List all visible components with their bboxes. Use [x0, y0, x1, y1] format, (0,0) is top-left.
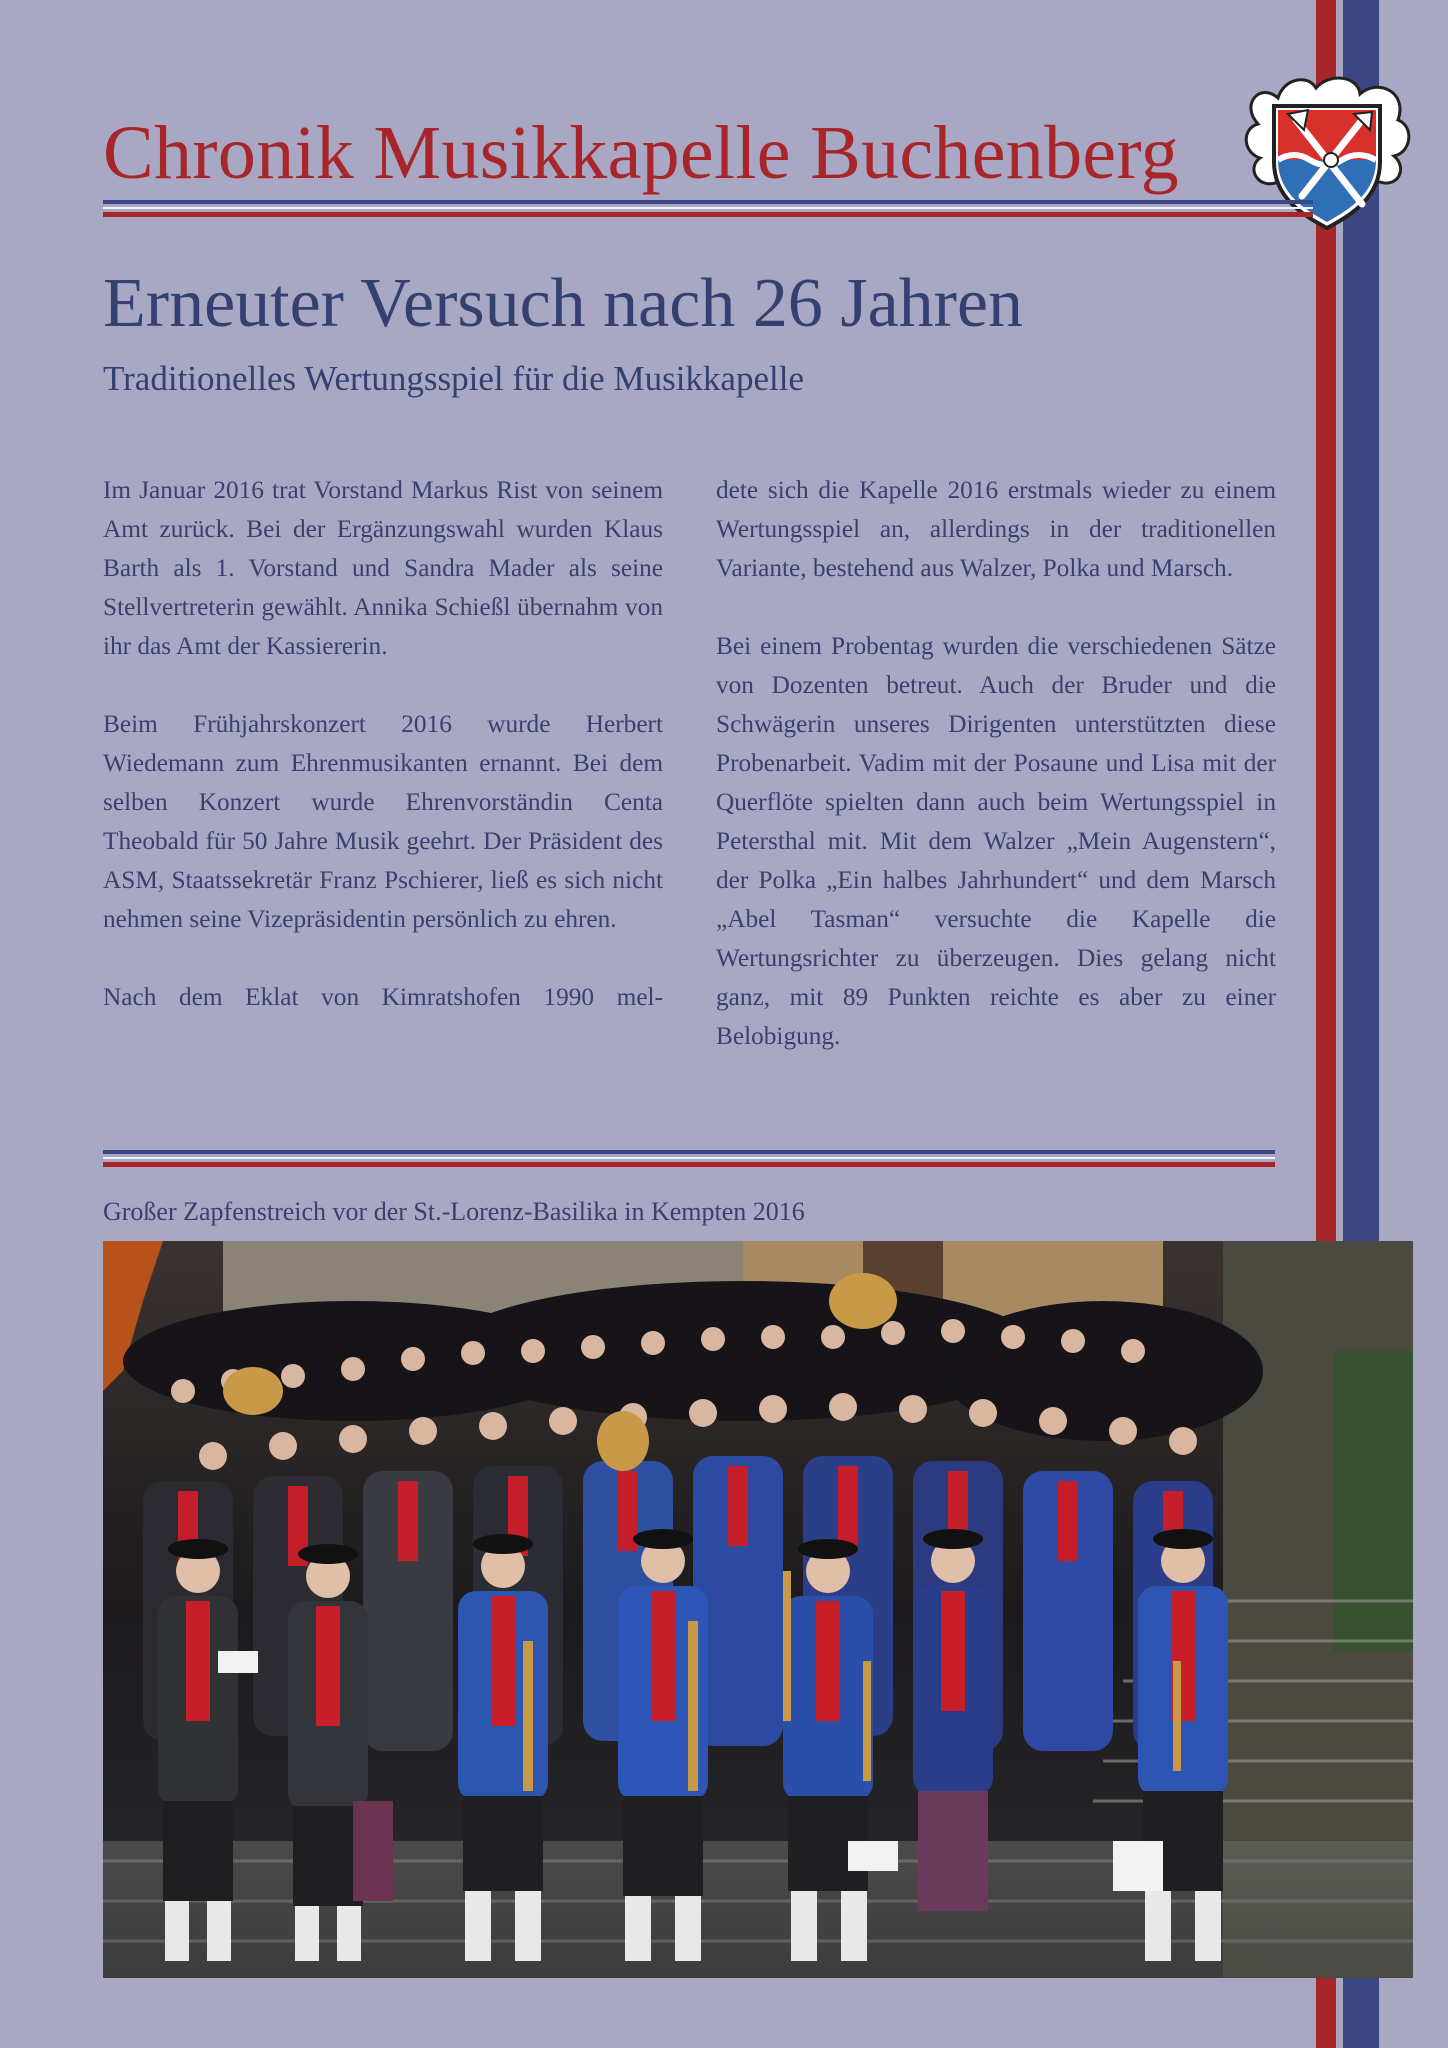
header-divider	[103, 200, 1313, 220]
chronicle-title: Chronik Musikkapelle Buchenberg	[103, 111, 1179, 195]
band-photo	[103, 1241, 1413, 1978]
article-paragraph: dete sich die Kapelle 2016 erstmals wieder zu einem Wertungsspiel an, allerdings in der traditionellen Variante, bestehend aus Walzer, Polka und Marsch.	[716, 476, 1276, 582]
article-right-column	[716, 471, 1276, 1056]
article-paragraph: Bei einem Probentag wurden die verschiedenen Sätze von Dozenten betreut. Auch der Bruder und die Schwägerin unseres Dirigenten unterstützten diese Probenarbeit. Vadim mit der Posaune und Lisa mit der Querflöte spielten dann auch beim Wertungsspiel in Petersthal mit. Mit dem Walzer „Mein Augenstern“, der Polka „Ein halbes Jahrhundert“ und dem Marsch „Abel Tasman“ versuchte die Kapelle die Wertungsrichter zu überzeugen. Dies gelang nicht ganz, mit 89 Punkten reichte es aber zu einer Belobigung.	[716, 632, 1276, 1050]
article-left-column	[103, 471, 663, 1017]
article-paragraph: Nach dem Eklat von Kimratshofen 1990 mel-	[103, 983, 663, 1011]
photo-caption: Großer Zapfenstreich vor der St.-Lorenz-Basilika in Kempten 2016	[103, 1197, 805, 1226]
article-subheadline: Traditionelles Wertungsspiel für die Musikkapelle	[103, 359, 804, 398]
article-paragraph: Beim Frühjahrskonzert 2016 wurde Herbert Wiedemann zum Ehrenmusikanten ernannt. Bei dem selben Konzert wurde Ehrenvorständin Centa Theobald für 50 Jahre Musik geehrt. Der Präsident des ASM, Staatssekretär Franz Pschierer, ließ es sich nicht nehmen seine Vizepräsidentin persönlich zu ehren.	[103, 710, 663, 933]
article-headline: Erneuter Versuch nach 26 Jahren	[103, 265, 1024, 342]
article-divider	[103, 1150, 1275, 1170]
article-paragraph: Im Januar 2016 trat Vorstand Markus Rist von seinem Amt zurück. Bei der Ergänzungswahl wurden Klaus Barth als 1. Vorstand und Sandra Mader als seine Stellvertreterin gewählt. Annika Schießl übernahm von ihr das Amt der Kassiererin.	[103, 476, 663, 660]
